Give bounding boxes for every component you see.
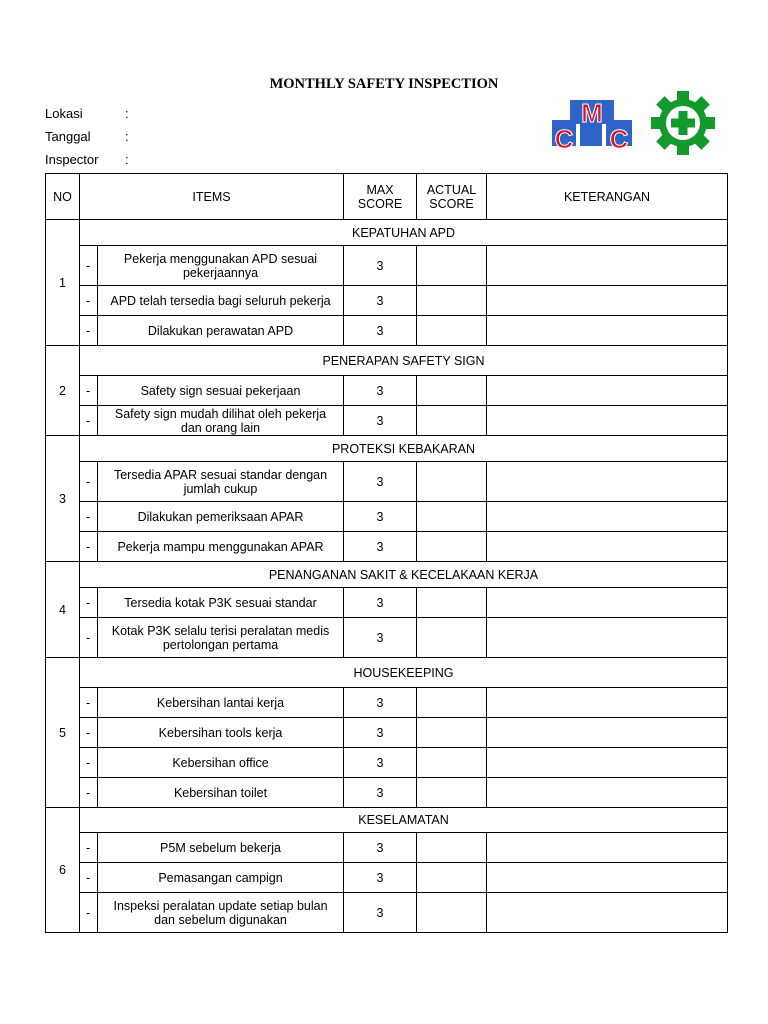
item-marker: - xyxy=(80,246,98,286)
table-row xyxy=(46,502,728,532)
keterangan-cell[interactable] xyxy=(487,502,728,532)
page-title: MONTHLY SAFETY INSPECTION xyxy=(269,76,499,92)
section-number: 2 xyxy=(46,346,80,436)
table-row xyxy=(46,376,728,406)
max-score-cell: 3 xyxy=(344,718,417,748)
actual-score-cell[interactable] xyxy=(417,588,487,618)
item-text: Safety sign sesuai pekerjaan xyxy=(98,376,344,406)
actual-score-cell[interactable] xyxy=(417,688,487,718)
actual-score-cell[interactable] xyxy=(417,502,487,532)
section-title: PROTEKSI KEBAKARAN xyxy=(80,436,728,462)
actual-score-cell[interactable] xyxy=(417,286,487,316)
section-title: KESELAMATAN xyxy=(80,808,728,833)
keterangan-cell[interactable] xyxy=(487,778,728,808)
item-text: Dilakukan pemeriksaan APAR xyxy=(98,502,344,532)
table-row xyxy=(46,462,728,502)
keterangan-cell[interactable] xyxy=(487,316,728,346)
item-text: Pemasangan campign xyxy=(98,863,344,893)
section-row xyxy=(46,808,728,833)
section-row xyxy=(46,436,728,462)
section-title: PENERAPAN SAFETY SIGN xyxy=(80,346,728,376)
header-keterangan: KETERANGAN xyxy=(487,174,728,220)
item-marker: - xyxy=(80,748,98,778)
logo-letter-c: C xyxy=(554,124,574,154)
keterangan-cell[interactable] xyxy=(487,718,728,748)
max-score-cell: 3 xyxy=(344,588,417,618)
max-score-cell: 3 xyxy=(344,286,417,316)
item-text: Kebersihan tools kerja xyxy=(98,718,344,748)
keterangan-cell[interactable] xyxy=(487,246,728,286)
item-text: Tersedia APAR sesuai standar dengan jumlah cukup xyxy=(98,462,344,502)
max-score-cell: 3 xyxy=(344,502,417,532)
max-score-cell: 3 xyxy=(344,316,417,346)
section-title: KEPATUHAN APD xyxy=(80,220,728,246)
keterangan-cell[interactable] xyxy=(487,406,728,436)
keterangan-cell[interactable] xyxy=(487,462,728,502)
inspection-table xyxy=(45,173,728,933)
keterangan-cell[interactable] xyxy=(487,688,728,718)
actual-score-cell[interactable] xyxy=(417,316,487,346)
actual-score-cell[interactable] xyxy=(417,532,487,562)
actual-score-cell[interactable] xyxy=(417,246,487,286)
item-text: Kebersihan lantai kerja xyxy=(98,688,344,718)
item-text: Inspeksi peralatan update setiap bulan dan sebelum digunakan xyxy=(98,893,344,933)
item-text: APD telah tersedia bagi seluruh pekerja xyxy=(98,286,344,316)
section-number: 3 xyxy=(46,436,80,562)
meta-row-lokasi xyxy=(45,106,135,121)
section-number: 6 xyxy=(46,808,80,933)
item-marker: - xyxy=(80,406,98,436)
keterangan-cell[interactable] xyxy=(487,588,728,618)
section-row xyxy=(46,562,728,588)
max-score-cell: 3 xyxy=(344,688,417,718)
max-score-cell: 3 xyxy=(344,376,417,406)
item-marker: - xyxy=(80,376,98,406)
table-row xyxy=(46,893,728,933)
logo-letter-m: M xyxy=(581,98,603,128)
logo-letter-c: C xyxy=(609,124,629,154)
item-marker: - xyxy=(80,462,98,502)
actual-score-cell[interactable] xyxy=(417,462,487,502)
table-row xyxy=(46,718,728,748)
actual-score-cell[interactable] xyxy=(417,748,487,778)
keterangan-cell[interactable] xyxy=(487,748,728,778)
max-score-cell: 3 xyxy=(344,246,417,286)
item-marker: - xyxy=(80,893,98,933)
actual-score-cell[interactable] xyxy=(417,618,487,658)
item-marker: - xyxy=(80,778,98,808)
actual-score-cell[interactable] xyxy=(417,406,487,436)
meta-colon: : xyxy=(125,152,129,167)
section-number: 1 xyxy=(46,220,80,346)
meta-row-tanggal xyxy=(45,129,135,144)
section-row xyxy=(46,658,728,688)
section-row xyxy=(46,346,728,376)
table-row xyxy=(46,748,728,778)
table-row xyxy=(46,778,728,808)
max-score-cell: 3 xyxy=(344,893,417,933)
header-actual-score: ACTUAL SCORE xyxy=(417,174,487,220)
max-score-cell: 3 xyxy=(344,618,417,658)
max-score-cell: 3 xyxy=(344,748,417,778)
meta-label: Lokasi xyxy=(45,106,83,121)
item-marker: - xyxy=(80,863,98,893)
table-row xyxy=(46,588,728,618)
meta-label: Tanggal xyxy=(45,129,91,144)
item-marker: - xyxy=(80,286,98,316)
max-score-cell: 3 xyxy=(344,863,417,893)
actual-score-cell[interactable] xyxy=(417,833,487,863)
k3-gear-cross-icon xyxy=(650,90,716,156)
table-row xyxy=(46,688,728,718)
section-number: 5 xyxy=(46,658,80,808)
table-row xyxy=(46,863,728,893)
keterangan-cell[interactable] xyxy=(487,532,728,562)
actual-score-cell[interactable] xyxy=(417,376,487,406)
keterangan-cell[interactable] xyxy=(487,618,728,658)
meta-colon: : xyxy=(125,106,129,121)
max-score-cell: 3 xyxy=(344,833,417,863)
item-text: Pekerja menggunakan APD sesuai pekerjaannya xyxy=(98,246,344,286)
keterangan-cell[interactable] xyxy=(487,833,728,863)
header-no: NO xyxy=(46,174,80,220)
table-row xyxy=(46,532,728,562)
table-row xyxy=(46,286,728,316)
actual-score-cell[interactable] xyxy=(417,718,487,748)
actual-score-cell[interactable] xyxy=(417,893,487,933)
table-row xyxy=(46,406,728,436)
item-marker: - xyxy=(80,532,98,562)
section-title: PENANGANAN SAKIT & KECELAKAAN KERJA xyxy=(80,562,728,588)
meta-label: Inspector xyxy=(45,152,99,167)
item-text: Tersedia kotak P3K sesuai standar xyxy=(98,588,344,618)
item-marker: - xyxy=(80,618,98,658)
item-marker: - xyxy=(80,688,98,718)
header-max-score: MAX SCORE xyxy=(344,174,417,220)
item-text: Kebersihan office xyxy=(98,748,344,778)
item-marker: - xyxy=(80,502,98,532)
item-text: P5M sebelum bekerja xyxy=(98,833,344,863)
item-marker: - xyxy=(80,718,98,748)
section-title: HOUSEKEEPING xyxy=(80,658,728,688)
actual-score-cell[interactable] xyxy=(417,863,487,893)
section-number: 4 xyxy=(46,562,80,658)
section-row xyxy=(46,220,728,246)
item-text: Pekerja mampu menggunakan APAR xyxy=(98,532,344,562)
table-row xyxy=(46,618,728,658)
item-text: Kebersihan toilet xyxy=(98,778,344,808)
cross-horizontal xyxy=(671,119,695,128)
keterangan-cell[interactable] xyxy=(487,376,728,406)
keterangan-cell[interactable] xyxy=(487,893,728,933)
actual-score-cell[interactable] xyxy=(417,778,487,808)
item-marker: - xyxy=(80,588,98,618)
item-text: Kotak P3K selalu terisi peralatan medis pertolongan pertama xyxy=(98,618,344,658)
item-text: Safety sign mudah dilihat oleh pekerja dan orang lain xyxy=(98,406,344,436)
max-score-cell: 3 xyxy=(344,462,417,502)
item-text: Dilakukan perawatan APD xyxy=(98,316,344,346)
meta-row-inspector xyxy=(45,152,135,167)
item-marker: - xyxy=(80,833,98,863)
cmc-logo xyxy=(548,96,636,156)
keterangan-cell[interactable] xyxy=(487,863,728,893)
table-row xyxy=(46,246,728,286)
max-score-cell: 3 xyxy=(344,406,417,436)
max-score-cell: 3 xyxy=(344,778,417,808)
table-row xyxy=(46,833,728,863)
header-items: ITEMS xyxy=(80,174,344,220)
table-row xyxy=(46,316,728,346)
max-score-cell: 3 xyxy=(344,532,417,562)
keterangan-cell[interactable] xyxy=(487,286,728,316)
item-marker: - xyxy=(80,316,98,346)
meta-colon: : xyxy=(125,129,129,144)
table-header-row xyxy=(46,174,728,220)
table-body xyxy=(46,220,728,933)
